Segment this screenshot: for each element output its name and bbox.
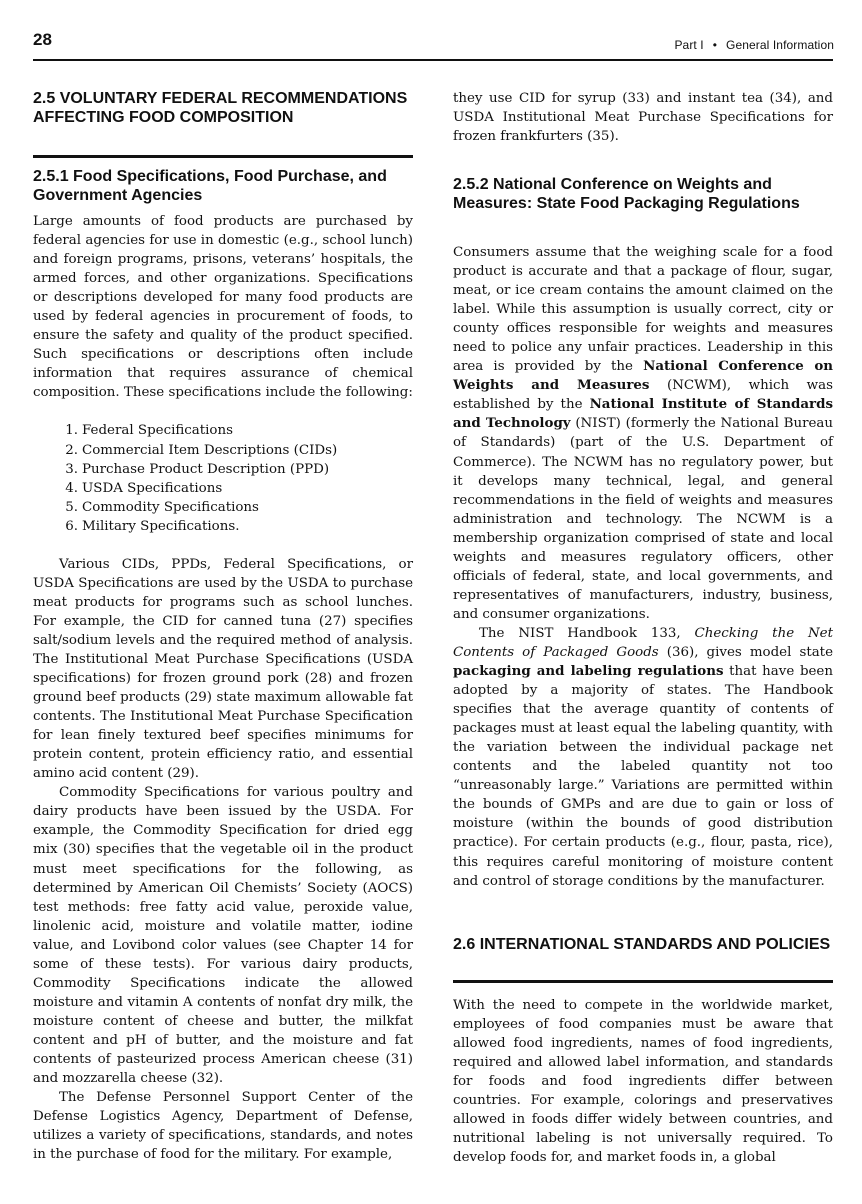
- list-item: [59, 421, 413, 440]
- section-2-5-2-body: [453, 243, 833, 891]
- term-ncwm: National Conference on Weights and Measures: [453, 358, 834, 394]
- paragraph-ncwm: [453, 243, 833, 624]
- list-item-text: USDA Specifications: [82, 480, 223, 496]
- running-header: [674, 38, 834, 52]
- header-rule: [33, 59, 833, 61]
- text-run: The NIST Handbook 133,: [479, 625, 695, 641]
- section-2-5-heading: 2.5 VOLUNTARY FEDERAL RECOMMENDATIONS AFFECTING FOOD COMPOSITION: [33, 90, 408, 126]
- text-run: Consumers assume that the weighing scale for a food product is accurate and that a package of flour, sugar, meat, or ice cream contains the amount claimed on the label. While this assumption is usually correct, city or county offices responsible for weights and measures need to police any unfair practices. Leadership in this area is provided by the: [453, 245, 833, 375]
- list-item: [59, 479, 413, 498]
- page-number: 28: [33, 30, 52, 49]
- running-header-bullet: •: [712, 38, 718, 52]
- text-run: (NIST) (formerly the National Bureau of Standards) (part of the U.S. Department of Commerce). The NCWM has no regulatory power, but it develops many technical, legal, and general recommendations in the field of weights and measures administration and technology. The NCWM is a membership organization comprised of state and local weights and measures regulatory officers, other officials of federal, state, and local governments, and representatives of manufacturers, industry, business, and consumer organizations.: [453, 416, 834, 622]
- text-run: that have been adopted by a majority of states. The Handbook specifies that the average quantity of contents of packages must at least equal the labeling quantity, with the variation between the individual package net contents and the labeled quantity not too “unreasonably large.” Variations are permitted within the bounds of GMPs and are due to gain or loss of moisture (within the bounds of good distribution practice). For certain products (e.g., flour, pasta, rice), this requires careful monitoring of moisture content and control of storage conditions by the manufacturer.: [453, 664, 833, 889]
- list-item: [59, 498, 413, 517]
- list-item-number: 5.: [65, 499, 78, 515]
- list-item-number: 6.: [65, 518, 78, 534]
- list-item-number: 4.: [65, 480, 78, 496]
- list-item-number: 1.: [65, 423, 78, 439]
- section-2-5-2-heading: 2.5.2 National Conference on Weights and Measures: State Food Packaging Regulations: [453, 176, 800, 212]
- section-2-6-heading: 2.6 INTERNATIONAL STANDARDS AND POLICIES: [453, 936, 831, 953]
- specifications-list: [33, 421, 413, 535]
- list-item-text: Purchase Product Description (PPD): [82, 461, 330, 477]
- list-item-text: Commodity Specifications: [82, 499, 259, 515]
- section-2-5-rule: [33, 155, 413, 158]
- paragraph-international: With the need to compete in the worldwide market, employees of food companies must be aware that allowed food ingredients, names of food ingredients, required and allowed label information, and standards for foods and food ingredients differ between countries. For example, colorings and preservatives allowed in foods differ widely between countries, and nutritional labeling is not universally required. To develop foods for, and market foods in, a global: [453, 998, 833, 1166]
- section-2-6-rule: [453, 980, 833, 983]
- term-packaging-regulations: packaging and labeling regulations: [453, 663, 724, 680]
- running-header-title: General Information: [726, 38, 834, 52]
- list-item-text: Commercial Item Descriptions (CIDs): [82, 442, 338, 458]
- handbook-title: Checking the Net Contents of Packaged Goods: [453, 625, 833, 660]
- paragraph-nist-handbook: [453, 624, 833, 891]
- list-item: [59, 441, 413, 460]
- paragraph-defense-continued: they use CID for syrup (33) and instant tea (34), and USDA Institutional Meat Purchase Specifications for frozen frankfurters (35).: [453, 91, 833, 145]
- term-nist: National Institute of Standards and Technology: [453, 396, 833, 432]
- list-item-number: 2.: [65, 442, 78, 458]
- section-2-5-1-body: [33, 212, 413, 1164]
- paragraph-usda-meat: Various CIDs, PPDs, Federal Specifications, or USDA Specifications are used by the USDA to purchase meat products for programs such as school lunches. For example, the CID for canned tuna (27) specifies salt/sodium levels and the required method of analysis. The Institutional Meat Purchase Specifications (USDA specifications) for frozen ground pork (28) and frozen ground beef products (29) state maximum allowable fat contents. The Institutional Meat Purchase Specification for lean finely textured beef specifies minimums for protein content, protein efficiency ratio, and essential amino acid content (29).: [33, 556, 413, 782]
- paragraph-food-purchase: Large amounts of food products are purchased by federal agencies for use in domestic (e.g., school lunch) and foreign programs, prisons, veterans’ hospitals, the armed forces, and other organizations. Specifications or descriptions developed for many food products are used by federal agencies in procurement of foods, to ensure the safety and quality of the product specified. Such specifications or descriptions often include information that requires assurance of chemical composition. These specifications include the following:: [33, 214, 413, 401]
- list-item-text: Military Specifications.: [82, 518, 240, 534]
- text-run: (36), gives model state: [658, 644, 833, 660]
- list-item: [59, 460, 413, 479]
- running-header-part: Part I: [674, 38, 704, 52]
- list-item-text: Federal Specifications: [82, 423, 233, 439]
- list-item-number: 3.: [65, 461, 78, 477]
- section-2-5-1-heading: 2.5.1 Food Specifications, Food Purchase, and Government Agencies: [33, 168, 387, 204]
- paragraph-defense-personnel: The Defense Personnel Support Center of the Defense Logistics Agency, Department of Defense, utilizes a variety of specifications, standards, and notes in the purchase of food for the military. For example,: [33, 1090, 413, 1163]
- paragraph-commodity-specs: Commodity Specifications for various poultry and dairy products have been issued by the USDA. For example, the Commodity Specification for dried egg mix (30) specifies that the vegetable oil in the product must meet specifications for the following, as determined by American Oil Chemists’ Society (AOCS) test methods: free fatty acid value, peroxide value, linolenic acid, moisture and volatile matter, iodine value, and Lovibond color values (see Chapter 14 for some of these tests). For various dairy products, Commodity Specifications indicate the allowed moisture and vitamin A contents of nonfat dry milk, the moisture content of cheese and butter, the milkfat content and pH of butter, and the moisture and fat contents of pasteurized process American cheese (31) and mozzarella cheese (32).: [33, 785, 413, 1087]
- text-run: (NCWM), which was established by the: [453, 378, 833, 413]
- list-item: [59, 517, 413, 536]
